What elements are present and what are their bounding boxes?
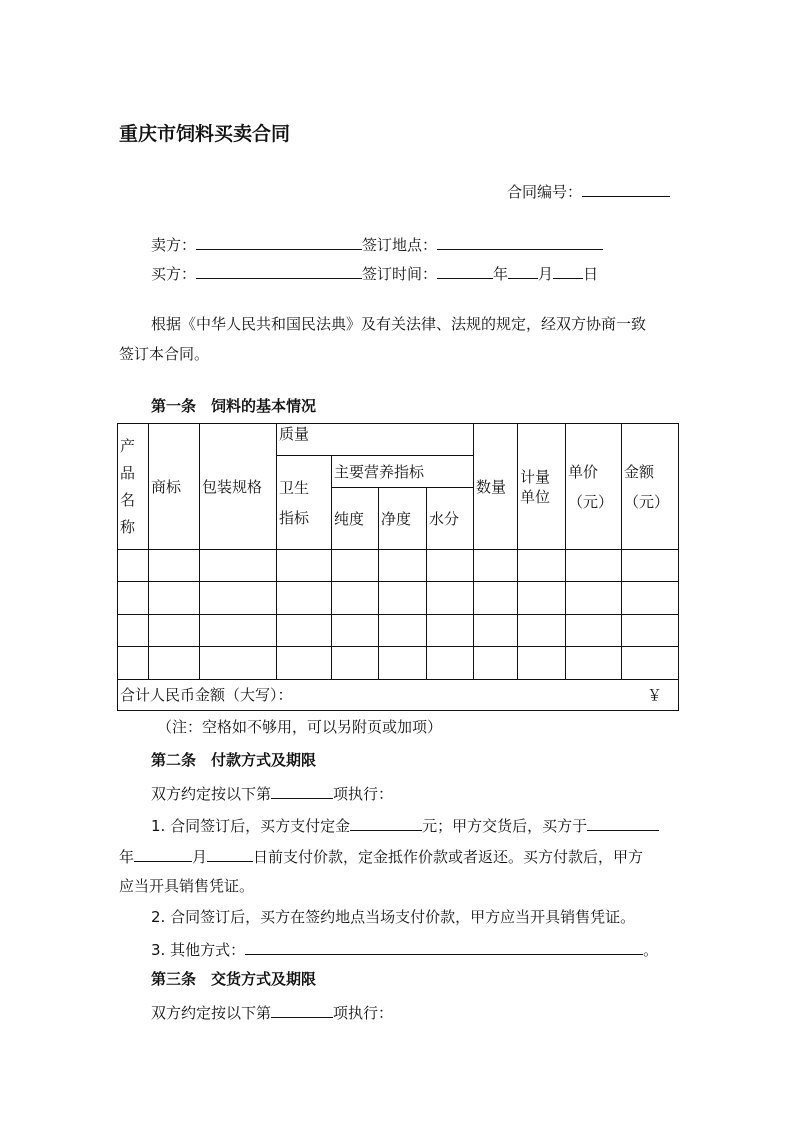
- header-quantity: 数量: [474, 424, 518, 550]
- total-row: [118, 680, 679, 711]
- contract-number-line: [507, 180, 670, 202]
- header-amount: 金额 （元）: [622, 424, 679, 550]
- seller-field[interactable]: [196, 233, 362, 250]
- contract-title: 重庆市饲料买卖合同: [119, 123, 291, 145]
- table-row: [118, 647, 679, 680]
- article-3-option-field[interactable]: [271, 1001, 333, 1018]
- contract-number-label: 合同编号：: [507, 183, 583, 201]
- table-row: [118, 582, 679, 615]
- header-purity: 纯度: [332, 488, 379, 550]
- article-2-option-field[interactable]: [271, 782, 333, 799]
- total-amount-cell[interactable]: [118, 680, 679, 711]
- table-row: [118, 550, 679, 582]
- header-quality: 质量: [277, 424, 474, 456]
- sign-year-field[interactable]: [437, 262, 493, 279]
- article-2-title: 第二条 付款方式及期限: [151, 751, 317, 769]
- payment-month-field[interactable]: [134, 845, 192, 862]
- yuan-sign: ￥: [647, 686, 663, 704]
- day-label: 日: [583, 265, 599, 283]
- header-product-name: 产 品 名 称: [118, 424, 149, 550]
- article-2-item-3: 3. 其他方式： 。: [151, 938, 658, 960]
- article-3-title: 第三条 交货方式及期限: [151, 970, 317, 988]
- deposit-field[interactable]: [350, 814, 422, 831]
- header-net: 净度: [379, 488, 427, 550]
- payment-year-field[interactable]: [587, 814, 659, 831]
- seller-line: [151, 233, 603, 255]
- year-label: 年: [493, 265, 509, 283]
- table-note: （注：空格如不够用，可以另附页或加项）: [157, 718, 443, 736]
- header-package-spec: 包装规格: [200, 424, 277, 550]
- article-2-item-1: 1. 合同签订后，买方支付定金 元；甲方交货后，买方于: [151, 814, 659, 836]
- buyer-line: [151, 262, 598, 284]
- buyer-label: 买方：: [151, 265, 197, 283]
- article-1-title: 第一条 饲料的基本情况: [151, 397, 317, 415]
- header-health-index: 卫生 指标: [277, 456, 332, 550]
- buyer-field[interactable]: [196, 262, 362, 279]
- payment-day-field[interactable]: [207, 845, 253, 862]
- article-2-item-1-cont: 年 月 日前支付价款，定金抵作价款或者返还。买方付款后，甲方: [119, 845, 643, 867]
- article-2-item-1-end: 应当开具销售凭证。: [119, 877, 255, 895]
- total-amount-label: 合计人民币金额（大写）：: [120, 686, 293, 704]
- other-method-field[interactable]: [245, 938, 643, 955]
- feed-spec-table: [117, 423, 679, 711]
- header-main-nutrition: 主要营养指标: [332, 456, 474, 488]
- header-moisture: 水分: [427, 488, 474, 550]
- contract-number-field[interactable]: [582, 180, 670, 197]
- sign-time-label: 签订时间：: [362, 265, 438, 283]
- sign-place-label: 签订地点：: [362, 236, 438, 254]
- seller-label: 卖方：: [151, 236, 197, 254]
- header-brand: 商标: [149, 424, 200, 550]
- sign-place-field[interactable]: [437, 233, 603, 250]
- intro-line-2: 签订本合同。: [119, 345, 210, 363]
- article-2-agree: 双方约定按以下第 项执行：: [151, 782, 393, 804]
- intro-line-1: 根据《中华人民共和国民法典》及有关法律、法规的规定，经双方协商一致: [151, 315, 647, 333]
- header-unit-price: 单价 （元）: [566, 424, 622, 550]
- article-2-item-2: 2. 合同签订后，买方在签约地点当场支付价款，甲方应当开具销售凭证。: [151, 908, 636, 926]
- month-label: 月: [538, 265, 554, 283]
- sign-day-field[interactable]: [553, 262, 583, 279]
- table-row: [118, 615, 679, 647]
- header-unit: 计量 单位: [518, 424, 566, 550]
- article-3-agree: 双方约定按以下第 项执行：: [151, 1001, 393, 1023]
- sign-month-field[interactable]: [508, 262, 538, 279]
